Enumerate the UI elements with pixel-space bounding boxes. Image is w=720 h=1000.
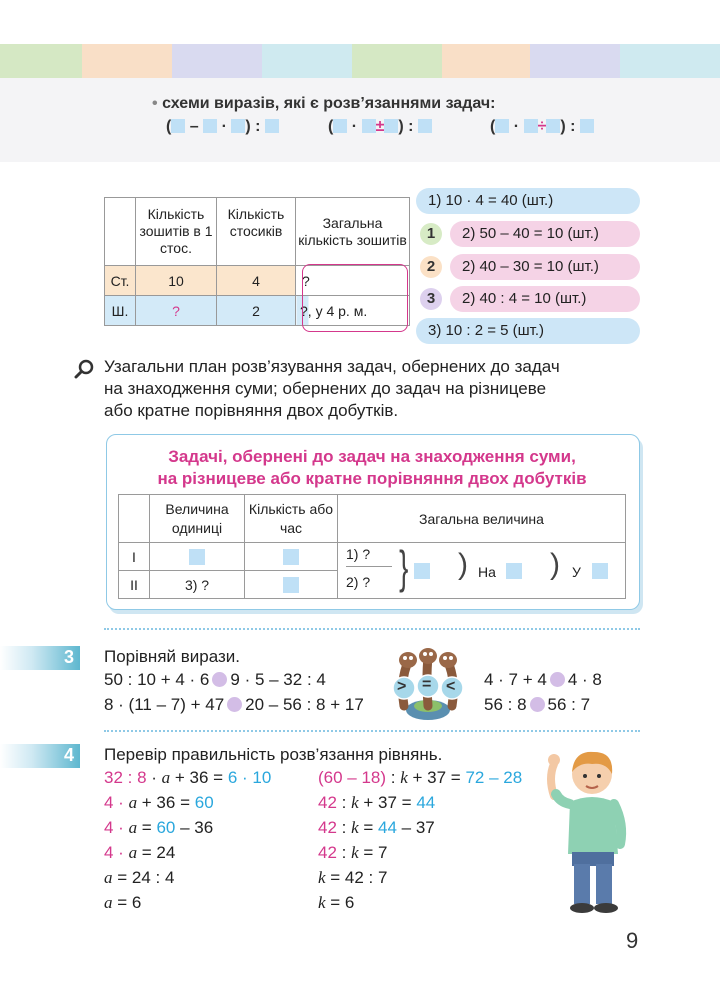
- eq-variable: k: [318, 893, 326, 912]
- operator: –: [189, 118, 199, 135]
- compare-dot[interactable]: [212, 672, 227, 687]
- eq-part: = 24: [137, 843, 176, 862]
- eq-part: + 36 =: [137, 793, 195, 812]
- eq-part: 42: [318, 843, 337, 862]
- equation-step: [104, 893, 141, 913]
- equation-step: [104, 843, 175, 863]
- divider: [346, 566, 392, 567]
- compare-expression: [484, 670, 602, 690]
- eq-variable: a: [161, 768, 171, 787]
- exercise-title: Порівняй вирази.: [104, 647, 241, 666]
- stripe: [530, 44, 620, 78]
- magnifier-icon: [74, 358, 96, 385]
- blank-square: [283, 577, 299, 593]
- operator: ±: [375, 118, 385, 135]
- table-header-row: [105, 198, 410, 266]
- row-label: Ш.: [105, 296, 136, 326]
- variant-marker: 2: [420, 256, 442, 278]
- eq-part: :: [386, 768, 401, 787]
- eq-variable: k: [318, 868, 326, 887]
- equation-step: [104, 818, 213, 838]
- solution-step: 2) 50 – 40 = 10 (шт.): [450, 221, 640, 247]
- paren: (: [490, 118, 496, 135]
- table-cell: [150, 571, 245, 599]
- eq-part: =: [137, 818, 157, 837]
- blank-square: [580, 119, 594, 133]
- blank-square: [592, 563, 608, 579]
- highlight-frame: [302, 264, 408, 332]
- eq-part: (60 – 18): [318, 768, 387, 787]
- table-header-cell: Величина одиниці: [150, 495, 245, 543]
- blank-square: [506, 563, 522, 579]
- exercise-number: 4: [63, 745, 74, 765]
- eq-part: 32 : 8: [104, 768, 147, 787]
- blank-square: [231, 119, 245, 133]
- equation-step: [318, 893, 354, 913]
- eq-part: 4 ·: [104, 818, 129, 837]
- bracket-arc-icon: ): [550, 548, 560, 581]
- snakes-illustration: [380, 640, 476, 722]
- solution-step: 2) 40 : 4 = 10 (шт.): [450, 286, 640, 312]
- blank-square: [546, 119, 560, 133]
- eq-part: + 36 =: [170, 768, 228, 787]
- eq-variable: k: [400, 768, 408, 787]
- equation-step: [104, 793, 214, 813]
- expression: 9 · 5 – 32 : 4: [230, 670, 326, 689]
- equation-step: [318, 793, 435, 813]
- eq-part: = 6: [325, 893, 355, 912]
- blank-square: [418, 119, 432, 133]
- bullet: •: [152, 95, 158, 112]
- exercise-number-badge: [0, 646, 80, 670]
- eq-part: 60: [194, 793, 214, 812]
- operator: ·: [351, 118, 358, 135]
- compare-label-u: У: [572, 564, 581, 580]
- exercise-number: 3: [63, 647, 74, 667]
- symbol-greater: >: [397, 678, 407, 695]
- eq-part: :: [336, 843, 352, 862]
- page-number: 9: [626, 928, 639, 953]
- table-header-cell: Кількість зошитів в 1 стос.: [136, 198, 217, 266]
- eq-variable: a: [128, 843, 138, 862]
- operator: ·: [221, 118, 227, 135]
- eq-variable: k: [351, 843, 359, 862]
- compare-expression: [104, 670, 326, 690]
- blank-square: [524, 119, 538, 133]
- paren: (: [166, 118, 172, 135]
- eq-variable: a: [104, 893, 113, 912]
- box-title-line: на різницеве або кратне порівняння двох добутків: [157, 469, 587, 488]
- table-cell: ?, у 4 р. м.: [296, 296, 410, 326]
- section-divider: [104, 628, 640, 630]
- eq-part: + 37 =: [358, 793, 417, 812]
- section-divider: [104, 730, 640, 732]
- blank-square: [384, 119, 398, 133]
- inverse-table: [118, 494, 626, 599]
- blank-square: [362, 119, 376, 133]
- eq-part: 4 ·: [104, 843, 129, 862]
- table-header-cell: [105, 198, 136, 266]
- variant-marker: 1: [420, 223, 442, 245]
- equation-step: [104, 868, 174, 888]
- eq-part: 6 · 10: [227, 768, 272, 787]
- eq-part: 72 – 28: [465, 768, 523, 787]
- eq-part: 44: [378, 818, 397, 837]
- solution-step: 1) 10 · 4 = 40 (шт.): [416, 188, 640, 214]
- eq-part: – 36: [175, 818, 214, 837]
- eq-part: = 6: [112, 893, 142, 912]
- eq-variable: k: [351, 818, 359, 837]
- eq-part: = 24 : 4: [112, 868, 175, 887]
- eq-part: :: [336, 793, 352, 812]
- boy-illustration: [540, 744, 636, 916]
- equation-step: [318, 868, 387, 888]
- expression: 8 · (11 – 7) + 47: [104, 695, 225, 714]
- text-line: Узагальни план розв’язування задач, обернених до задач: [104, 357, 560, 376]
- table-cell: [245, 543, 338, 571]
- table-cell: 10: [136, 266, 217, 296]
- text-line: або кратне порівняння двох добутків.: [104, 401, 399, 420]
- schemes-line: [152, 95, 495, 113]
- eq-part: 44: [416, 793, 436, 812]
- stripe: [0, 44, 82, 78]
- eq-part: + 37 =: [407, 768, 466, 787]
- eq-variable: a: [128, 793, 138, 812]
- symbol-equal: =: [422, 676, 432, 693]
- row-label: II: [119, 571, 150, 599]
- paren: ) :: [398, 118, 414, 135]
- table-cell: [245, 571, 338, 599]
- eq-part: – 37: [396, 818, 435, 837]
- brace-icon: }: [399, 541, 409, 593]
- expression: 4 · 7 + 4: [484, 670, 547, 689]
- table-header-row: [119, 495, 626, 543]
- paren: ) :: [560, 118, 576, 135]
- stripe: [262, 44, 352, 78]
- table-cell: 2: [217, 296, 296, 326]
- blank-square: [189, 549, 205, 565]
- row-label: Ст.: [105, 266, 136, 296]
- stripe: [82, 44, 172, 78]
- table-cell: 4: [217, 266, 296, 296]
- table-header-cell: Загальна кількість зошитів: [296, 198, 410, 266]
- schemes-text: схеми виразів, які є розв’язаннями задач:: [162, 95, 496, 112]
- solution-step: 3) 10 : 2 = 5 (шт.): [416, 318, 640, 344]
- eq-part: 4 ·: [104, 793, 129, 812]
- equation-step: [318, 818, 435, 838]
- scheme-1: [166, 118, 279, 136]
- table-cell: ?: [136, 296, 217, 326]
- table-cell: ?: [296, 266, 410, 296]
- exercise-title: Перевір правильність розв’язання рівнянь.: [104, 745, 443, 764]
- compare-dot[interactable]: [227, 697, 242, 712]
- eq-part: = 7: [358, 843, 388, 862]
- compare-dot[interactable]: [550, 672, 565, 687]
- stripe: [620, 44, 720, 78]
- table-header-cell: Кількість стосиків: [217, 198, 296, 266]
- eq-variable: k: [351, 793, 359, 812]
- paren: (: [328, 118, 334, 135]
- table-header-cell: Загальна величина: [338, 495, 626, 543]
- table-header-cell: [119, 495, 150, 543]
- total-part-1: 1) ?: [346, 546, 371, 562]
- blank-square: [414, 563, 430, 579]
- eq-variable: a: [128, 818, 138, 837]
- expression: 56 : 8: [484, 695, 527, 714]
- total-part-2: 2) ?: [346, 574, 371, 590]
- stripe: [442, 44, 530, 78]
- symbol-less: <: [446, 678, 456, 695]
- blank-square: [203, 119, 217, 133]
- bracket-arc-icon: ): [458, 548, 468, 581]
- box-title-line: Задачі, обернені до задач на знаходження суми,: [168, 447, 576, 466]
- expression: 56 : 7: [547, 695, 591, 714]
- table-cell: [150, 543, 245, 571]
- blank-square: [283, 549, 299, 565]
- compare-label-na: На: [478, 564, 496, 580]
- equation-step: [318, 843, 387, 863]
- text-line: на знаходження суми; обернених до задач на різницеве: [104, 379, 547, 398]
- eq-part: = 42 : 7: [325, 868, 388, 887]
- stripe: [352, 44, 442, 78]
- equation-step: [104, 768, 271, 788]
- eq-variable: a: [104, 868, 113, 887]
- table-cell-text: 3) ?: [184, 576, 210, 593]
- blank-square: [495, 119, 509, 133]
- eq-part: 42: [318, 793, 337, 812]
- blank-square: [171, 119, 185, 133]
- expression: 50 : 10 + 4 · 6: [104, 670, 210, 689]
- eq-part: :: [336, 818, 352, 837]
- compare-expression: [104, 695, 364, 715]
- solution-step: 2) 40 – 30 = 10 (шт.): [450, 254, 640, 280]
- operator: ·: [513, 118, 520, 135]
- eq-part: 42: [318, 818, 337, 837]
- eq-part: ·: [146, 768, 162, 787]
- paren: ) :: [245, 118, 261, 135]
- box-title: [106, 446, 638, 490]
- blank-square: [265, 119, 279, 133]
- eq-part: 60: [156, 818, 176, 837]
- compare-dot[interactable]: [530, 697, 545, 712]
- expression: 20 – 56 : 8 + 17: [245, 695, 364, 714]
- exercise-number-badge: [0, 744, 80, 768]
- generalize-text: [104, 356, 664, 422]
- variant-marker: 3: [420, 288, 442, 310]
- expression: 4 · 8: [567, 670, 602, 689]
- row-label: I: [119, 543, 150, 571]
- operator: ÷: [537, 118, 547, 135]
- scheme-3: [490, 118, 594, 136]
- compare-expression: [484, 695, 590, 715]
- eq-part: =: [358, 818, 379, 837]
- scheme-2: [328, 118, 432, 136]
- table-header-cell: Кількість або час: [245, 495, 338, 543]
- blank-square: [333, 119, 347, 133]
- equation-step: [318, 768, 522, 788]
- stripe: [172, 44, 262, 78]
